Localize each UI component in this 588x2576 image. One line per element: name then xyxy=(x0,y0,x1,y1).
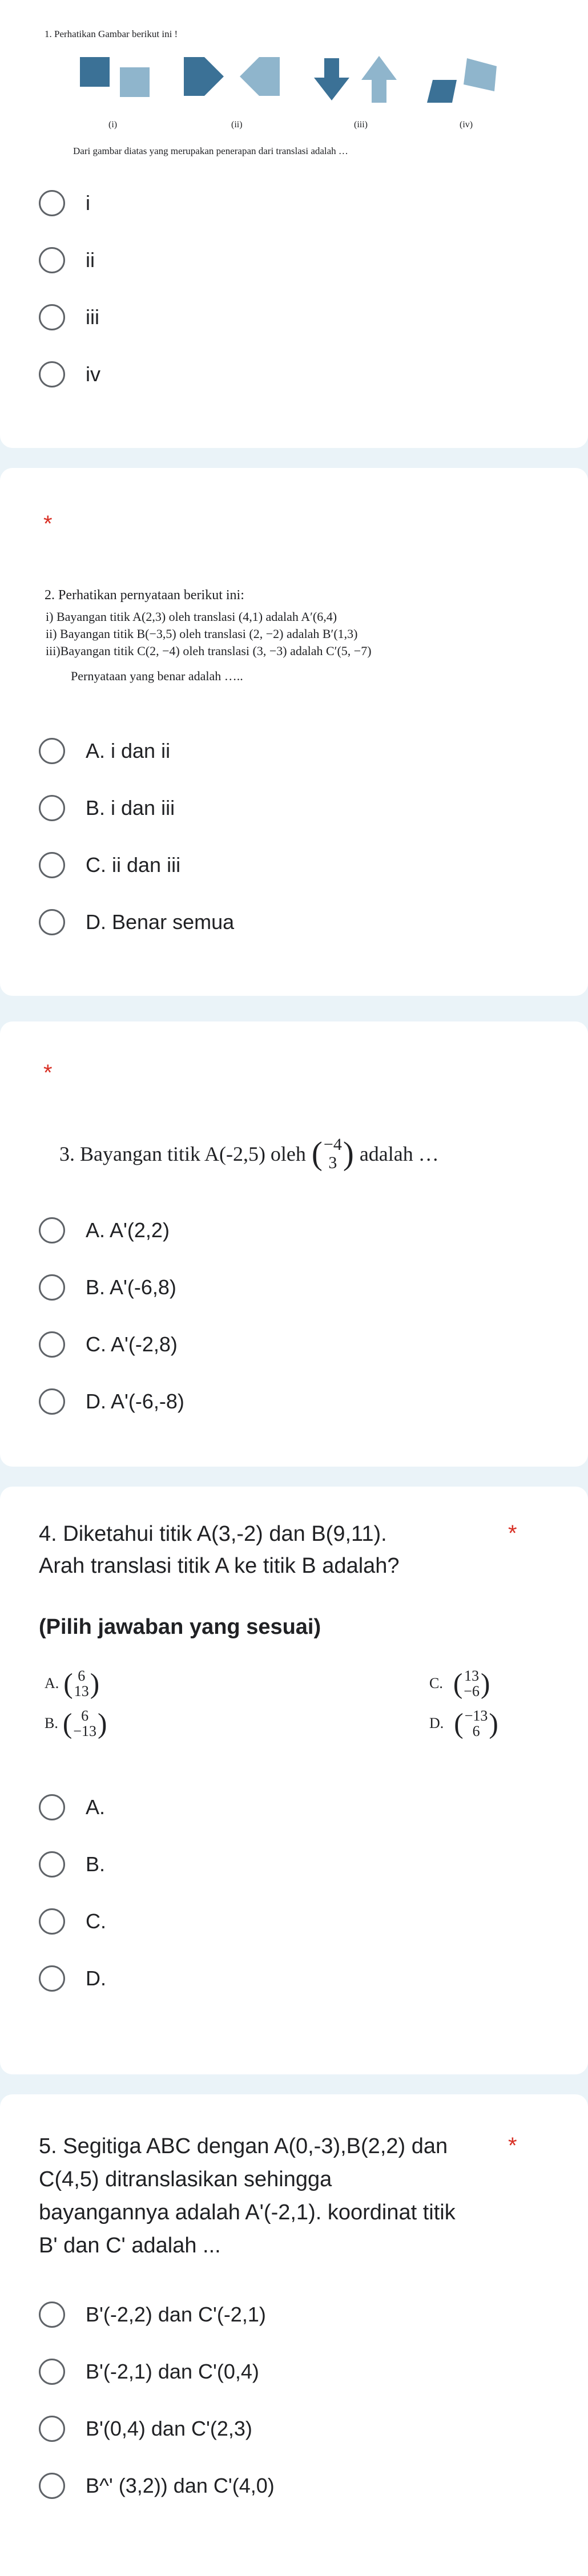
radio-circle[interactable] xyxy=(39,795,65,821)
q3-question xyxy=(59,1136,439,1172)
q5-question-line-1: 5. Segitiga ABC dengan A(0,-3),B(2,2) dan xyxy=(39,2134,448,2158)
option-label: C. xyxy=(86,1909,106,1933)
radio-circle[interactable] xyxy=(39,2302,65,2328)
radio-circle[interactable] xyxy=(39,304,65,330)
q5-option-b[interactable] xyxy=(39,2358,259,2385)
q5-option-a[interactable] xyxy=(39,2301,266,2328)
left-paren: ( xyxy=(453,1667,463,1699)
q5-question-line-2: C(4,5) ditranslasikan sehingga xyxy=(39,2167,332,2191)
q4-instruction: (Pilih jawaban yang sesuai) xyxy=(39,1615,321,1639)
option-label: B'(-2,1) dan C'(0,4) xyxy=(86,2360,259,2383)
q4-choice-vector xyxy=(454,1708,498,1739)
q3-option-d[interactable] xyxy=(39,1388,184,1415)
q2-option-a[interactable] xyxy=(39,737,170,765)
radio-circle[interactable] xyxy=(39,1794,65,1820)
radio-circle[interactable] xyxy=(39,2473,65,2499)
radio-circle[interactable] xyxy=(39,909,65,935)
option-label: B. i dan iii xyxy=(86,796,175,819)
q1-title: 1. Perhatikan Gambar berikut ini ! xyxy=(45,29,178,39)
q1-label-i: (i) xyxy=(108,120,118,130)
radio-circle[interactable] xyxy=(39,1908,65,1935)
q3-vector-top: −4 xyxy=(323,1135,342,1154)
question-card-4 xyxy=(0,1487,588,2074)
q1-label-iv: (iv) xyxy=(460,120,473,130)
vector-bottom: −13 xyxy=(73,1723,96,1740)
q4-option-a[interactable] xyxy=(39,1794,105,1821)
left-paren: ( xyxy=(62,1707,73,1739)
option-label: D. Benar semua xyxy=(86,910,235,934)
question-card-1 xyxy=(0,0,588,448)
q5-option-c[interactable] xyxy=(39,2415,252,2442)
radio-circle[interactable] xyxy=(39,2359,65,2385)
radio-circle[interactable] xyxy=(39,738,65,764)
q1-fig-ii-light-pentagon xyxy=(240,57,280,96)
option-label: i xyxy=(86,191,90,215)
q3-option-c[interactable] xyxy=(39,1331,178,1358)
vector-bottom: −6 xyxy=(464,1683,480,1700)
radio-circle[interactable] xyxy=(39,190,65,216)
q1-label-ii: (ii) xyxy=(231,120,243,130)
q4-choice-b xyxy=(45,1708,107,1739)
option-label: A. xyxy=(86,1795,106,1819)
vector-bottom: 6 xyxy=(472,1723,480,1740)
left-paren: ( xyxy=(63,1667,73,1699)
required-star: * xyxy=(43,1060,53,1085)
option-label: C. A'(-2,8) xyxy=(86,1333,178,1356)
left-paren: ( xyxy=(454,1707,464,1739)
q4-choice-letter: B. xyxy=(45,1715,58,1732)
required-star: * xyxy=(43,511,53,536)
option-label: iii xyxy=(86,305,99,329)
option-label: B. xyxy=(86,1852,106,1876)
q1-fig-iv-light-parallelogram xyxy=(464,58,497,91)
q5-question-line-3: bayangannya adalah A'(-2,1). koordinat titik xyxy=(39,2200,456,2224)
radio-circle[interactable] xyxy=(39,2416,65,2442)
q3-vector xyxy=(312,1136,354,1172)
q4-question-line-1: 4. Diketahui titik A(3,-2) dan B(9,11). xyxy=(39,1522,387,1546)
option-label: B'(-2,2) dan C'(-2,1) xyxy=(86,2303,266,2326)
q2-statement-3: iii)Bayangan titik C(2, −4) oleh translasi (3, −3) adalah C′(5, −7) xyxy=(46,644,372,658)
radio-circle[interactable] xyxy=(39,852,65,878)
q4-option-c[interactable] xyxy=(39,1908,106,1935)
option-label: ii xyxy=(86,248,95,272)
option-label: B. A'(-6,8) xyxy=(86,1275,176,1299)
vector-bottom: 13 xyxy=(74,1683,89,1700)
q1-fig-i-light-square xyxy=(120,67,150,97)
q2-statement-2: ii) Bayangan titik B(−3,5) oleh translasi (2, −2) adalah B′(1,3) xyxy=(46,627,358,641)
q1-question: Dari gambar diatas yang merupakan penerapan dari translasi adalah … xyxy=(73,146,348,156)
radio-circle[interactable] xyxy=(39,361,65,387)
radio-circle[interactable] xyxy=(39,247,65,273)
q4-option-b[interactable] xyxy=(39,1851,105,1878)
q3-option-a[interactable] xyxy=(39,1217,170,1244)
q3-option-b[interactable] xyxy=(39,1274,176,1301)
q2-title: 2. Perhatikan pernyataan berikut ini: xyxy=(45,588,244,603)
q4-option-d[interactable] xyxy=(39,1965,106,1992)
q1-option-iv[interactable] xyxy=(39,361,100,388)
vector-top: 6 xyxy=(78,1667,86,1684)
q3-vector-left-paren: ( xyxy=(311,1136,323,1172)
q4-question-line-2: Arah translasi titik A ke titik B adalah? xyxy=(39,1554,400,1578)
option-label: B^' (3,2)) dan C'(4,0) xyxy=(86,2474,275,2497)
q4-choice-vector xyxy=(453,1668,490,1699)
vector-top: 13 xyxy=(464,1667,480,1684)
radio-circle[interactable] xyxy=(39,1851,65,1878)
q1-fig-iii-dark-arrow-down xyxy=(314,58,349,100)
radio-circle[interactable] xyxy=(39,1388,65,1415)
right-paren: ) xyxy=(480,1667,490,1699)
q2-statement-1: i) Bayangan titik A(2,3) oleh translasi (4,1) adalah A′(6,4) xyxy=(46,609,337,624)
q4-choice-letter: D. xyxy=(429,1715,444,1732)
required-star: * xyxy=(508,1521,517,1546)
q3-question-prefix: 3. Bayangan titik A(-2,5) oleh xyxy=(59,1142,306,1165)
q4-choice-c xyxy=(429,1668,490,1699)
q1-fig-iv-dark-parallelogram xyxy=(427,80,457,103)
q2-question: Pernyataan yang benar adalah ….. xyxy=(71,669,243,683)
question-card-2 xyxy=(0,468,588,996)
q4-choice-letter: A. xyxy=(45,1675,59,1692)
q1-option-ii[interactable] xyxy=(39,247,95,274)
right-paren: ) xyxy=(97,1707,107,1739)
q1-fig-ii-dark-pentagon xyxy=(184,57,224,96)
q4-choice-vector xyxy=(63,1668,99,1699)
q4-choice-a xyxy=(45,1668,99,1699)
option-label: A. A'(2,2) xyxy=(86,1218,170,1242)
q5-question-line-4: B' dan C' adalah ... xyxy=(39,2234,221,2258)
option-label: B'(0,4) dan C'(2,3) xyxy=(86,2417,252,2440)
option-label: A. i dan ii xyxy=(86,739,171,762)
q3-question-suffix: adalah … xyxy=(359,1142,439,1165)
right-paren: ) xyxy=(489,1707,498,1739)
q2-option-b[interactable] xyxy=(39,794,175,822)
q5-option-d[interactable] xyxy=(39,2472,275,2500)
q1-option-iii[interactable] xyxy=(39,304,99,331)
option-label: iv xyxy=(86,362,100,386)
q4-choice-vector xyxy=(63,1708,107,1739)
question-card-5 xyxy=(0,2094,588,2576)
vector-top: 6 xyxy=(81,1707,89,1724)
required-star: * xyxy=(508,2133,517,2158)
option-label: D. A'(-6,-8) xyxy=(86,1390,184,1413)
option-label: D. xyxy=(86,1967,106,1990)
q1-fig-i-dark-square xyxy=(80,57,110,87)
q2-option-d[interactable] xyxy=(39,909,234,936)
q3-vector-right-paren: ) xyxy=(343,1136,354,1172)
q1-figures xyxy=(0,46,588,126)
option-label: C. ii dan iii xyxy=(86,853,181,877)
q4-choice-letter: C. xyxy=(429,1675,443,1692)
radio-circle[interactable] xyxy=(39,1965,65,1992)
question-card-3 xyxy=(0,1021,588,1467)
right-paren: ) xyxy=(90,1667,100,1699)
q2-option-c[interactable] xyxy=(39,851,180,879)
q1-label-iii: (iii) xyxy=(354,120,368,130)
q3-vector-bottom: 3 xyxy=(328,1153,337,1172)
vector-top: −13 xyxy=(464,1707,488,1724)
q1-fig-iii-light-arrow-up xyxy=(361,56,397,103)
radio-circle[interactable] xyxy=(39,1274,65,1301)
radio-circle[interactable] xyxy=(39,1331,65,1358)
radio-circle[interactable] xyxy=(39,1217,65,1243)
q4-choice-d xyxy=(429,1708,498,1739)
q1-option-i[interactable] xyxy=(39,189,90,217)
